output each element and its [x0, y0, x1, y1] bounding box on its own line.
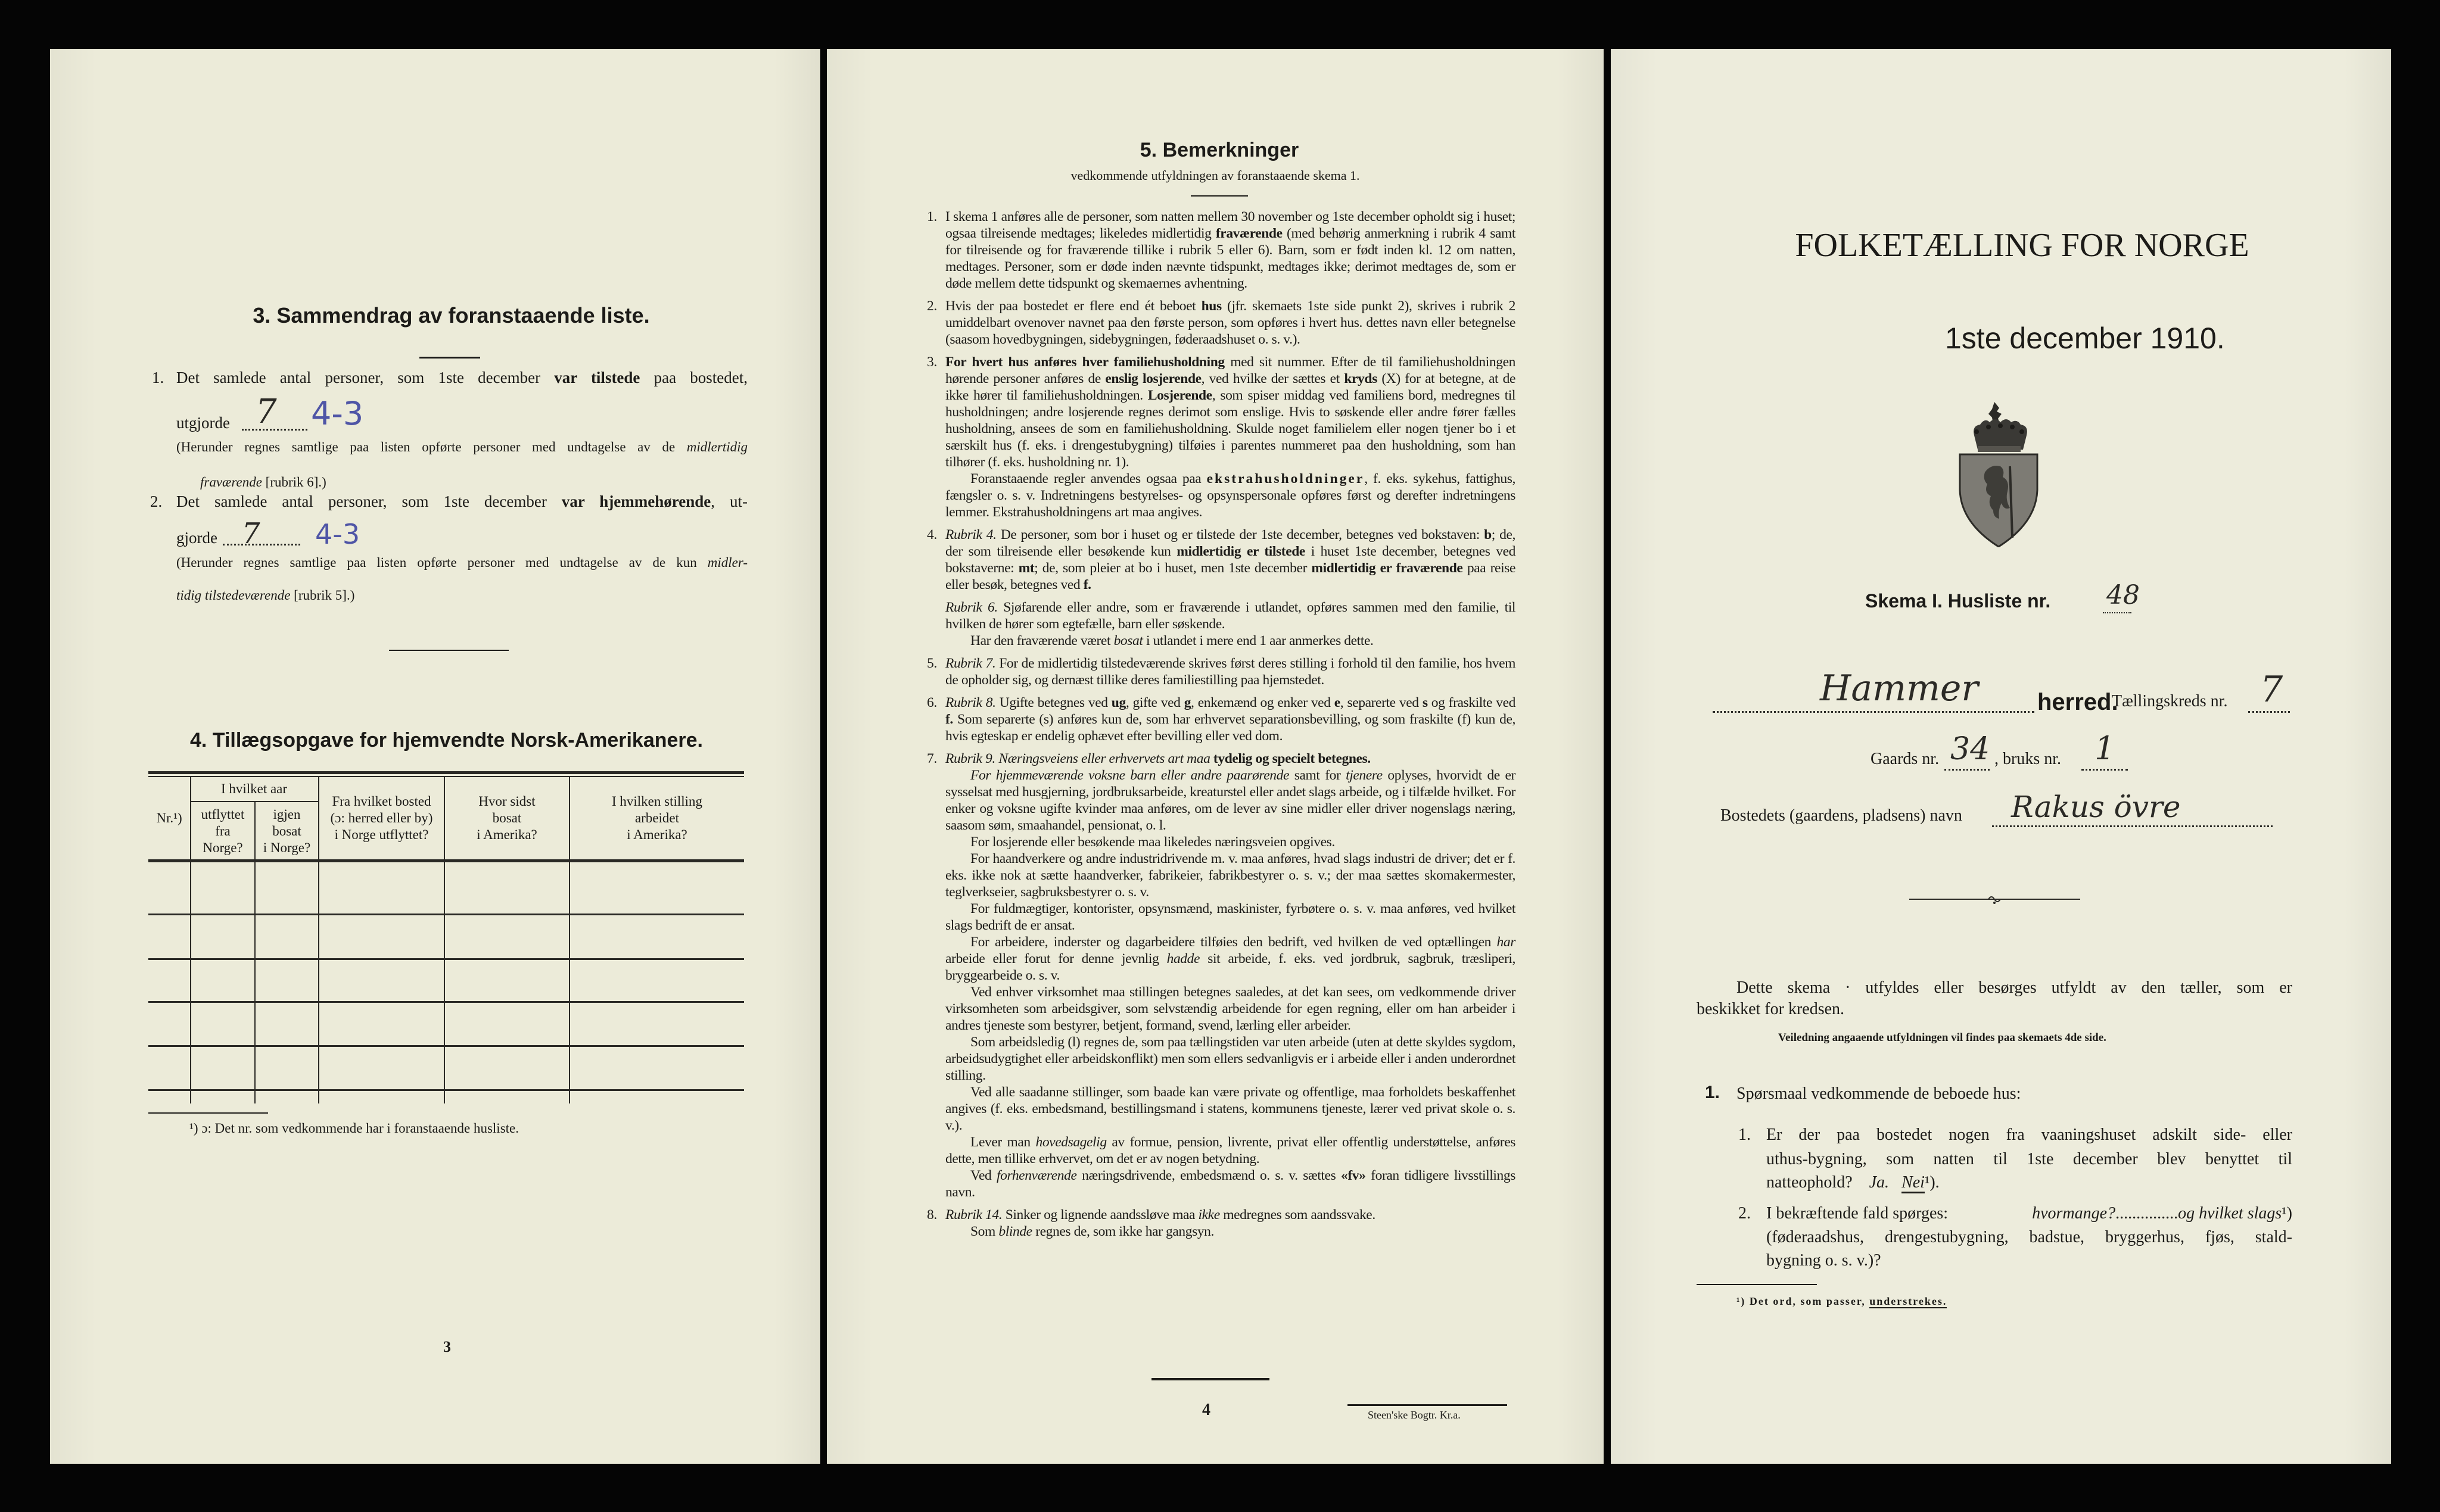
remark-item — [927, 298, 1515, 348]
bosted-label: Bostedets (gaardens, pladsens) navn — [1720, 806, 1962, 825]
text-run: ekstrahusholdninger — [1206, 471, 1365, 487]
remark-item — [927, 208, 1515, 292]
text-run: av formue, pension, livrente, privat eller offentlig understøttelse, anføres dette, men tillike erhvervet, om det er av nogen betydning. — [945, 1134, 1515, 1167]
text-run: enslig losjerende — [1105, 371, 1202, 386]
remark-paragraph — [945, 984, 1515, 1034]
remark-paragraph — [945, 834, 1515, 850]
intro-line-1: Dette skema · utfyldes eller besørges utfyldt av den tæller, som er — [1736, 978, 2292, 997]
text-run: og fraskilte ved — [1427, 695, 1515, 710]
text-run: (med behørig anmerkning i rubrik 4 samt for tilreisende og for fraværende tillike i rubrik 5 eller 6). Barn, som er født inden kl. 12 om natten, medtages. Personer, som er døde inden nævnte tidspunkt, medtages ikke; derimot medtages de, som er døde mellem dette tidspunkt og skemaernes avhentning. — [945, 226, 1515, 291]
footnote: ¹) ɔ: Det nr. som vedkommende har i foranstaaende husliste. — [189, 1121, 519, 1136]
text-underlined: understrekes. — [1869, 1295, 1947, 1307]
text: paa bostedet, — [640, 369, 748, 386]
text-run: e — [1334, 695, 1340, 710]
header-returned — [256, 803, 318, 859]
bruks-fill-line — [2081, 769, 2128, 771]
remark-paragraph — [945, 1167, 1515, 1201]
bosted-value: Rakus övre — [2011, 790, 2181, 824]
text-run: har — [1496, 934, 1515, 950]
question-1-number: 1. — [1738, 1126, 1751, 1144]
text-run: «fv» — [1341, 1168, 1366, 1183]
herred-value: Hammer — [1820, 668, 1979, 709]
summary-item-1 — [176, 367, 748, 388]
text-run: , enkemænd og enker ved — [1191, 695, 1334, 710]
text-run: forhenværende — [997, 1168, 1077, 1183]
remark-paragraph — [945, 298, 1515, 348]
text-run: samt for — [1289, 768, 1346, 783]
question-1-line-3 — [1766, 1171, 1940, 1194]
kreds-number: 7 — [2260, 669, 2283, 710]
text-run: kryds — [1344, 371, 1377, 386]
section-3-title: 3. Sammendrag av foranstaaende liste. — [253, 303, 650, 328]
text-italic: og hvilket slags — [2178, 1204, 2282, 1223]
page-number: 4 — [1202, 1401, 1210, 1419]
item-number: 1. — [152, 369, 164, 386]
remark-number: 3. — [927, 354, 937, 370]
text-run: Har den fraværende været — [970, 633, 1114, 649]
remark-paragraph — [945, 694, 1515, 744]
bosted-fill-line — [1992, 825, 2273, 827]
text-run: Sjøfarende eller andre, som er fraværende i utlandet, opføres sammen med den familie, til hvilken de hører som egtefælle, barn eller søskende. — [945, 600, 1515, 632]
utgjorde-label: utgjorde — [176, 414, 230, 432]
answer-yes: Ja. — [1869, 1173, 1890, 1192]
gaards-label: Gaards nr. — [1871, 750, 1940, 768]
text-run: i utlandet i mere end 1 aar anmerkes dette. — [1143, 633, 1374, 649]
text-run: Som arbeidsledig (l) regnes de, som paa tællingstiden var uten arbeide (uten at dette skyldes sygdom, arbeidsudygtighet eller arbeidskonflikt) men som ellers sedvanligvis er i arbeide eller i anden underordnet stilling. — [945, 1034, 1515, 1083]
text-run: ug — [1111, 695, 1126, 710]
remark-number: 2. — [927, 298, 937, 314]
remark-paragraph — [945, 354, 1515, 470]
text-run: Som — [970, 1224, 999, 1239]
question-1-line-1: Er der paa bostedet nogen fra vaaningshuset adskilt side- eller — [1766, 1126, 2292, 1144]
fill-line — [2103, 612, 2131, 613]
text-run: arbeide eller forut for denne jevnlig — [945, 951, 1167, 967]
handwritten-split-resident: 4-3 — [315, 518, 360, 550]
text-run: tjenere — [1346, 768, 1383, 783]
text-run: Rubrik 9. — [945, 751, 995, 766]
remark-item — [927, 750, 1515, 1201]
remark-number: 5. — [927, 656, 937, 671]
remark-paragraph — [945, 655, 1515, 688]
text-run: bosat — [1113, 633, 1143, 649]
text-run: , ved hvilke der sættes et — [1201, 371, 1345, 386]
text-run: , som spiser middag ved familiens bord, medregnes til husholdningen; andre losjerende regnes derimot som enslige. Hvis to søskende eller andre fører fælles husholdning, ansees de som en familiehusholdning. Skulde noget familielem eller nogen tjener bo i et særskilt hus (f. eks. i drengestubygning) tilføies i parentes nummeret paa den husholdning, som han tilhører (f. eks. husholdning nr. 1). — [945, 388, 1516, 470]
kreds-fill-line — [2248, 711, 2290, 713]
text-run: Rubrik 7. — [945, 656, 996, 671]
handwritten-total-resident: 7 — [242, 517, 260, 550]
text-run: For haandverkere og andre industridrivende m. v. maa anføres, hvad slags industri de driver; det er f. eks. ikke nok at sætte haandverker, fabrikeier, fabrikbestyrer o. s. v.; der maa sættes skomakermester, teglverkseier, sagbruksbestyrer o. s. v. — [945, 851, 1515, 900]
text-run: , f. eks. sykehus, fattighus, fængsler o. s. v. Indretningens bestyrelses- og opsynspersonale opføres først og derefter indretningens lemmer. Ekstrahusholdningens art maa angives. — [945, 471, 1515, 520]
text: [rubrik 5].) — [290, 588, 355, 603]
remark-paragraph — [945, 1207, 1515, 1223]
table-row-rule — [148, 1089, 744, 1091]
item-number: 2. — [150, 492, 163, 510]
question-1-line-2: uthus-bygning, som natten til 1ste december blev benyttet til — [1766, 1150, 2292, 1168]
table-row-rule — [148, 1045, 744, 1047]
printer-imprint: Steen'ske Bogtr. Kr.a. — [1368, 1409, 1461, 1421]
table-top-rule — [148, 771, 744, 774]
text-run: For losjerende eller besøkende maa likeledes næringsveien opgives. — [970, 834, 1335, 850]
remark-paragraph — [945, 470, 1515, 520]
text: natteophold? — [1766, 1173, 1853, 1192]
remark-paragraph — [945, 632, 1515, 649]
text-run: oplyses, hvorvidt de er sysselsat med husgjerning, jordbruksarbeide, kreaturstel eller andet slags arbeide, og i tilfælde hvilket. For enker og voksne ugifte kvinder maa anføres, om de lever av sine midler eller driver nogenslags næring, saasom søm, smaahandel, pensionat, o. l. — [945, 768, 1515, 833]
remark-paragraph — [945, 1034, 1515, 1084]
text-bold: var hjemmehørende — [561, 492, 711, 510]
header-job-america — [570, 777, 744, 859]
text-run: Foranstaaende regler anvendes ogsaa paa — [970, 471, 1207, 487]
page-number: 3 — [443, 1338, 451, 1355]
text-run: hovedsagelig — [1035, 1134, 1107, 1150]
census-title: FOLKETÆLLING FOR NORGE — [1795, 227, 2249, 264]
text-italic: midlertidig — [686, 439, 748, 454]
divider — [389, 650, 509, 651]
text-run: Rubrik 14. — [945, 1207, 1003, 1223]
remark-item — [927, 1207, 1515, 1240]
header-line: i Norge? — [263, 840, 311, 855]
text-run: For hvert hus anføres hver familiehusholdning — [945, 354, 1225, 370]
header-where-america — [445, 777, 569, 859]
text-run: g — [1184, 695, 1191, 710]
gjorde-label: gjorde — [176, 529, 217, 547]
header-emigrated — [191, 803, 254, 859]
text-run: For hjemmeværende voksne barn eller andre paarørende — [970, 768, 1290, 783]
remark-paragraph — [945, 934, 1515, 984]
header-line: I hvilken stilling — [611, 794, 703, 809]
gaards-number: 34 — [1950, 731, 1990, 767]
text-run: Rubrik 8. — [945, 695, 996, 710]
text: Det samlede antal personer, som 1ste december — [176, 492, 562, 510]
text-bold: var tilstede — [554, 369, 640, 386]
guidance-note: Veiledning angaaende utfyldningen vil findes paa skemaets 4de side. — [1778, 1031, 2106, 1044]
remark-paragraph — [945, 599, 1515, 632]
page-4-remarks — [827, 49, 1604, 1464]
bruks-label: , bruks nr. — [1994, 750, 2061, 768]
text: (Herunder regnes samtlige paa listen opførte personer med undtagelse av de kun — [176, 555, 708, 570]
header-line: Norge? — [203, 840, 243, 855]
remarks-title: 5. Bemerkninger — [1140, 139, 1299, 161]
text-run: i huset 1ste december, betegnes ved bokstaverne: — [945, 544, 1515, 576]
text-run: f. — [945, 712, 953, 727]
text-run: Hvis der paa bostedet er flere end ét beboet — [945, 298, 1202, 314]
divider — [1151, 1378, 1269, 1380]
text-run: Næringsveiens eller erhvervets art maa — [998, 751, 1210, 766]
table-header-rule — [148, 859, 744, 862]
remark-paragraph — [945, 1134, 1515, 1167]
header-line: arbeidet — [634, 810, 680, 825]
text-run: medregnes som aandssvake. — [1219, 1207, 1375, 1223]
text-run: paa reise eller besøk, betegnes ved — [945, 560, 1515, 593]
text-run: Lever man — [970, 1134, 1036, 1150]
text: ¹). — [1924, 1173, 1940, 1192]
text: (Herunder regnes samtlige paa listen opførte personer med undtagelse av de — [176, 439, 687, 454]
remark-number: 7. — [927, 751, 937, 766]
header-line: Fra hvilket bosted — [332, 794, 431, 809]
header-line: (ɔ: herred eller by) — [330, 810, 433, 825]
text-run: Rubrik 4. — [945, 527, 997, 543]
text-italic: fraværende — [200, 475, 262, 490]
remark-paragraph — [945, 526, 1515, 593]
summary-item-2 — [176, 491, 748, 512]
header-line: utflyttet — [201, 806, 245, 822]
question-2-line-3: bygning o. s. v.)? — [1766, 1251, 1881, 1270]
header-from-place — [319, 777, 444, 859]
header-nr: Nr.¹) — [156, 810, 182, 825]
text: ¹) — [2282, 1204, 2292, 1223]
printer-rule — [1347, 1404, 1507, 1406]
text-run: Ved — [970, 1168, 997, 1183]
remark-item — [927, 655, 1515, 688]
footnote — [1736, 1295, 1947, 1308]
text: Det samlede antal personer, som 1ste december — [176, 369, 555, 386]
text-italic: hvormange? — [2032, 1204, 2116, 1223]
handwritten-split-present: 4-3 — [311, 395, 364, 432]
coat-of-arms-icon — [1959, 401, 2038, 547]
header-year-group: I hvilket aar — [220, 781, 288, 796]
ornament-divider-icon — [1909, 893, 2080, 905]
text-run: , separerte ved — [1340, 695, 1423, 710]
remark-item — [927, 354, 1515, 520]
header-line: i Amerika? — [627, 827, 687, 842]
remark-item — [927, 599, 1515, 649]
fill-line — [223, 544, 300, 545]
remark-paragraph — [945, 767, 1515, 834]
note-1-line-2 — [200, 473, 326, 491]
text-run: Som separerte (s) anføres kun de, som har erhvervet separationsbevilling, og som fraskilte (f) kun de, hvis egteskap er endelig ophævet efter bevilling eller ved dom. — [945, 712, 1515, 744]
remark-number: 4. — [927, 527, 937, 543]
remark-number: 6. — [927, 695, 937, 710]
footnote-rule — [148, 1112, 268, 1114]
text-run: For fuldmægtiger, kontorister, opsynsmænd, maskinister, fyrbøtere o. s. v. maa anføres, ved hvilket slags bedrift de er ansat. — [945, 901, 1515, 933]
remark-paragraph — [945, 750, 1515, 767]
page-1-cover — [1611, 49, 2391, 1464]
text-run: Ved alle saadanne stillinger, som baade kan være private og offentlige, maa forholdets beskaffenhet angives (f. eks. embedsmand, bestillingsmand i statens, kommunens tjeneste, lærer ved privat skole o. s. v.). — [945, 1084, 1515, 1133]
text-run: Ved enhver virksomhet maa stillingen betegnes saaledes, at det kan sees, om vedkommende driver virksomheten som arbeidsgiver, som selvstændig arbeidende for egen regning, eller om han arbeider i andres tjeneste som bestyrer, betjent, formand, svend, lærling eller arbeider. — [945, 984, 1515, 1033]
remark-paragraph — [945, 208, 1515, 292]
header-line: Hvor sidst — [478, 794, 536, 809]
text-run: sit arbeide, f. eks. ved jordbruk, sagbruk, træsliperi, bryggearbeide o. s. v. — [945, 951, 1515, 983]
text: [rubrik 6].) — [262, 475, 326, 490]
text-run: Losjerende — [1147, 388, 1212, 403]
footnote-rule — [1697, 1284, 1817, 1285]
table-row-rule — [148, 1001, 744, 1003]
handwritten-total-present: 7 — [256, 392, 277, 431]
remarks-list — [927, 202, 1515, 1240]
text-run: regnes de, som ikke har gangsyn. — [1032, 1224, 1214, 1239]
text-run: ; de, der som tilreisende eller besøkende kun — [945, 527, 1515, 559]
answer-no-underlined: Nei — [1901, 1173, 1925, 1193]
text-run: næringsdrivende, embedsmænd o. s. v. sættes — [1076, 1168, 1342, 1183]
text-run: midlertidig er tilstede — [1177, 544, 1305, 559]
text-italic: tidig tilstedeværende — [176, 588, 291, 603]
remark-item — [927, 694, 1515, 744]
text-run: De personer, som bor i huset og er tilstede der 1ste december, betegnes ved bokstaven: — [996, 527, 1484, 543]
remark-number: 8. — [927, 1207, 937, 1223]
text-run: midlertidig er fraværende — [1311, 560, 1463, 576]
text-run: mt — [1018, 560, 1035, 576]
text-run: (jfr. skemaets 1ste side punkt 2), skrives i rubrik 2 umiddelbart ovenover navnet paa den første person, som opføres i hvert hus. dettes navn eller betegnelse (saasom hovedbygningen, sidebygningen, føderaadshuset o. s. v.). — [945, 298, 1515, 347]
text-run: For arbeidere, inderster og dagarbeidere tilføies den bedrift, ved hvilken de ved optællingen — [970, 934, 1497, 950]
intro-line-2: beskikket for kredsen. — [1697, 1000, 1845, 1018]
header-line: bosat — [492, 810, 522, 825]
divider — [419, 357, 480, 358]
note-2-line-2 — [176, 587, 354, 604]
bruks-number: 1 — [2094, 729, 2115, 767]
text-run: , gifte ved — [1125, 695, 1184, 710]
text-italic: midler- — [707, 555, 748, 570]
text-run: (X) for at betegne, at de ikke hører til familiehusholdningen. — [945, 371, 1516, 403]
text-run: Sinker og lignende aandssløve maa — [1002, 1207, 1199, 1223]
text-run: tydelig og specielt betegnes. — [1210, 751, 1371, 766]
census-date: 1ste december 1910. — [1945, 322, 2225, 355]
remark-number: 1. — [927, 209, 937, 225]
fill-line: ............... — [2115, 1204, 2178, 1223]
section-4-title: 4. Tillægsopgave for hjemvendte Norsk-Amerikanere. — [190, 729, 703, 752]
question-section-title: Spørsmaal vedkommende de beboede hus: — [1736, 1084, 2021, 1103]
text-run: blinde — [998, 1224, 1032, 1239]
question-section-number: 1. — [1705, 1083, 1720, 1102]
header-line: i Norge utflyttet? — [334, 827, 429, 842]
text-run: b — [1484, 527, 1492, 543]
text-run: f. — [1083, 577, 1091, 593]
text-run: med sit nummer. Efter de til familiehusholdningen hørende personer anføres de — [945, 354, 1515, 386]
text-run: hus — [1201, 298, 1222, 314]
text-run: Ugifte betegnes ved — [995, 695, 1112, 710]
herred-label: herred. — [2037, 689, 2118, 715]
header-line: i Amerika? — [477, 827, 537, 842]
remarks-subtitle: vedkommende utfyldningen av foranstaaende skema 1. — [1070, 168, 1360, 183]
text-run: I skema 1 anføres alle de personer, som natten mellem 30 november og 1ste december opholdt sig i huset; ogsaa tilreisende medtages; likeledes midlertidig — [945, 209, 1515, 241]
header-line: igjen — [273, 806, 301, 822]
divider — [1191, 195, 1248, 197]
text: ¹) Det ord, som passer, — [1736, 1295, 1870, 1307]
gaards-fill-line — [1944, 769, 1990, 771]
remark-paragraph — [945, 850, 1515, 900]
remark-paragraph — [945, 900, 1515, 934]
header-line: fra — [215, 823, 231, 838]
text-run: hadde — [1166, 951, 1200, 967]
kreds-label: Tællingskreds nr. — [2112, 692, 2228, 710]
text-run: fraværende — [1215, 226, 1283, 241]
remark-paragraph — [945, 1223, 1515, 1240]
remark-item — [927, 526, 1515, 593]
text-run: ; de, som pleier at bo i huset, men 1ste december — [1034, 560, 1312, 576]
text-run: ikke — [1198, 1207, 1220, 1223]
text-run: For de midlertidig tilstedeværende skrives først deres stilling i forhold til den familie, hos hvem de opholder sig, og dernæst tillike deres familiestilling paa hjemstedet. — [945, 656, 1515, 688]
skema-label: Skema I. Husliste nr. — [1865, 590, 2051, 612]
note-1-line-1 — [176, 438, 748, 456]
table-row-rule — [148, 958, 744, 960]
header-line: bosat — [272, 823, 301, 838]
remark-paragraph — [945, 1084, 1515, 1134]
herred-fill-line — [1713, 711, 2034, 713]
table-row-rule — [148, 914, 744, 915]
text: , ut- — [711, 492, 748, 510]
page-3-summary — [50, 49, 820, 1464]
text: I bekræftende fald spørges: — [1766, 1204, 1949, 1223]
text-run: Rubrik 6. — [945, 600, 998, 615]
note-2-line-1 — [176, 554, 748, 572]
question-2-line-1 — [1766, 1202, 2292, 1225]
text-run: foran tidligere livsstillings navn. — [945, 1168, 1516, 1200]
question-2-number: 2. — [1738, 1204, 1751, 1223]
question-2-line-2: (føderaadshus, drengestubygning, badstue, bryggerhus, fjøs, stald- — [1766, 1228, 2292, 1246]
text-run: s — [1422, 695, 1428, 710]
husliste-number: 48 — [2106, 580, 2140, 610]
